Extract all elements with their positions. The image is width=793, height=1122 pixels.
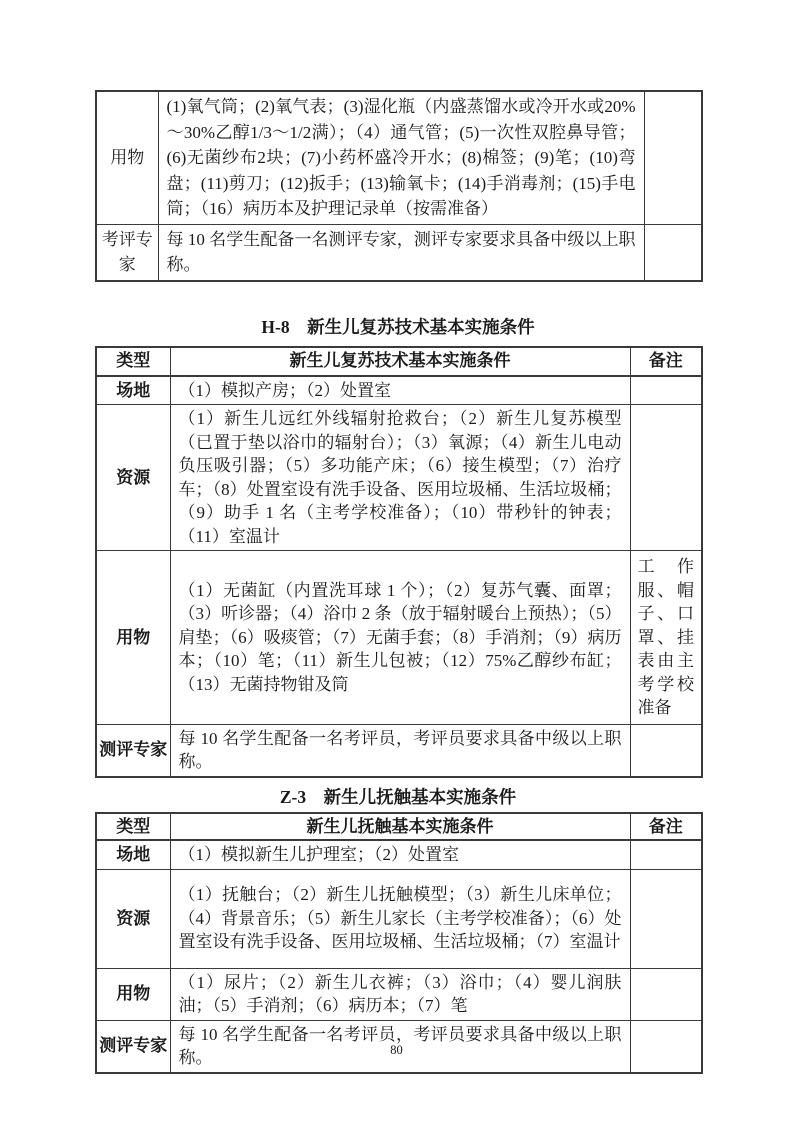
h8-label-supplies: 用物	[96, 551, 170, 725]
z3-label-site: 场地	[96, 840, 170, 869]
row-label-evaluation-experts: 考评专家	[96, 224, 158, 281]
table-row-evaluation-experts	[96, 224, 702, 281]
z3-content-supplies: （1）尿片；（2）新生儿衣裤；（3）浴巾；（4）婴儿润肤油；（5）手消剂；（6）病历本；（7）笔	[170, 968, 630, 1020]
h8-row-resources	[96, 405, 702, 551]
page-number: 80	[390, 1043, 403, 1057]
section-heading-z3: Z-3 新生儿抚触基本实施条件	[279, 786, 517, 807]
h8-label-evaluators: 测评专家	[96, 724, 170, 777]
continuation-table	[95, 90, 703, 282]
page-content	[95, 90, 701, 1074]
h8-note-supplies: 工作服、帽子、口罩、挂表由主考学校准备	[630, 551, 702, 725]
h8-row-supplies	[96, 551, 702, 725]
z3-label-supplies: 用物	[96, 968, 170, 1020]
z3-row-site	[96, 840, 702, 869]
h8-header-type: 类型	[96, 347, 170, 376]
h8-note-resources	[630, 405, 702, 551]
z3-header-note: 备注	[630, 813, 702, 841]
z3-note-site	[630, 840, 702, 869]
h8-header-row	[96, 347, 702, 376]
z3-header-type: 类型	[96, 813, 170, 841]
h8-table	[95, 346, 703, 778]
h8-header-title: 新生儿复苏技术基本实施条件	[170, 347, 630, 376]
section-heading-h8: H-8 新生儿复苏技术基本实施条件	[261, 316, 535, 337]
h8-label-resources: 资源	[96, 405, 170, 551]
z3-header-title: 新生儿抚触基本实施条件	[170, 813, 630, 841]
z3-note-supplies	[630, 968, 702, 1020]
row-content-supplies: (1)氧气筒；(2)氧气表；(3)湿化瓶（内盛蒸馏水或冷开水或20%～30%乙醇1/3～1/2满）；（4）通气管；(5)一次性双腔鼻导管；(6)无菌纱布2块；(7)小药杯盛冷开水；(8)棉签；(9)笔；(10)弯盘；(11)剪刀；(12)扳手；(13)输氧卡；(14)手消毒剂；(15)手电筒；（16）病历本及护理记录单（按需准备）	[158, 91, 644, 224]
row-note-evaluation-experts	[644, 224, 702, 281]
h8-row-evaluators	[96, 724, 702, 777]
h8-content-supplies: （1）无菌缸（内置洗耳球 1 个）；（2）复苏气囊、面罩；（3）听诊器；（4）浴巾 2 条（放于辐射暖台上预热）；（5）肩垫；（6）吸痰管；（7）无菌手套；（8）手消剂；（9）病历本；（10）笔；（11）新生儿包被；（12）75%乙醇纱布缸；（13）无菌持物钳及筒	[170, 551, 630, 725]
z3-table	[95, 812, 703, 1074]
z3-content-evaluators: 每 10 名学生配备一名考评员，考评员要求具备中级以上职称。	[170, 1020, 630, 1073]
h8-note-evaluators	[630, 724, 702, 777]
row-note-supplies	[644, 91, 702, 224]
table-row-supplies	[96, 91, 702, 224]
row-label-supplies: 用物	[96, 91, 158, 224]
h8-label-site: 场地	[96, 376, 170, 405]
row-content-evaluation-experts: 每 10 名学生配备一名测评专家，测评专家要求具备中级以上职称。	[158, 224, 644, 281]
z3-header-row	[96, 813, 702, 841]
h8-note-site	[630, 376, 702, 405]
h8-content-site: （1）模拟产房；（2）处置室	[170, 376, 630, 405]
h8-row-site	[96, 376, 702, 405]
z3-note-resources	[630, 869, 702, 968]
z3-label-resources: 资源	[96, 869, 170, 968]
z3-label-evaluators: 测评专家	[96, 1020, 170, 1073]
z3-content-resources: （1）抚触台；（2）新生儿抚触模型；（3）新生儿床单位；（4）背景音乐；（5）新生儿家长（主考学校准备）；（6）处置室设有洗手设备、医用垃圾桶、生活垃圾桶；（7）室温计	[170, 869, 630, 968]
z3-content-site: （1）模拟新生儿护理室；（2）处置室	[170, 840, 630, 869]
h8-content-evaluators: 每 10 名学生配备一名考评员，考评员要求具备中级以上职称。	[170, 724, 630, 777]
z3-row-resources	[96, 869, 702, 968]
h8-header-note: 备注	[630, 347, 702, 376]
h8-content-resources: （1）新生儿远红外线辐射抢救台；（2）新生儿复苏模型（已置于垫以浴巾的辐射台）；（3）氧源；（4）新生儿电动负压吸引器；（5）多功能产床；（6）接生模型；（7）治疗车；（8）处置室设有洗手设备、医用垃圾桶、生活垃圾桶；（9）助手 1 名（主考学校准备）；（10）带秒针的钟表；（11）室温计	[170, 405, 630, 551]
z3-row-supplies	[96, 968, 702, 1020]
